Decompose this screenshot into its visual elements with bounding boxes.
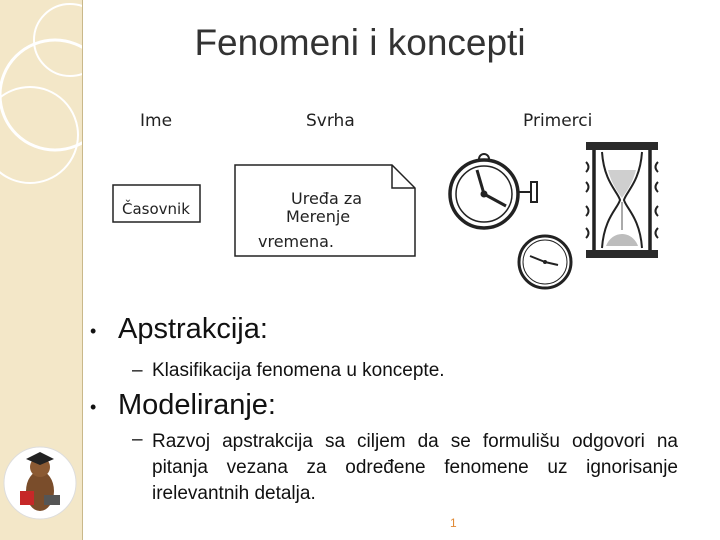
sub-bullet-abstraction-text: Klasifikacija fenomena u koncepte. (152, 360, 445, 381)
purpose-line-2: Merenje (286, 207, 351, 226)
bullet-modeling-colon: : (267, 389, 276, 421)
column-header-instances: Primerci (523, 111, 593, 131)
bullet-modeling-label: Modeliranje (118, 389, 268, 421)
page-number: 1 (450, 516, 457, 530)
column-header-purpose: Svrha (306, 111, 355, 131)
hourglass-icon (582, 140, 664, 260)
purpose-line-3: vremena. (258, 232, 334, 251)
bullet-abstraction-label: Apstrakcija (118, 313, 260, 345)
mascot-graduate-icon (0, 425, 82, 535)
decorative-side-band (0, 0, 83, 540)
purpose-line-1: Uređa za (291, 189, 363, 208)
pocket-watch-icon (440, 150, 540, 234)
name-box-label: Časovnik (122, 200, 190, 218)
dash-icon: – (132, 429, 143, 450)
dash-icon: – (132, 360, 143, 381)
bullet-modeling (90, 389, 276, 422)
column-header-name: Ime (140, 111, 173, 131)
bullet-abstraction-colon: : (259, 313, 268, 345)
sub-bullet-abstraction (132, 360, 445, 382)
stopwatch-icon (510, 232, 584, 292)
bullet-icon: • (90, 321, 97, 341)
bullet-icon: • (90, 397, 97, 417)
slide-title: Fenomeni i koncepti (194, 22, 526, 63)
bullet-abstraction (90, 313, 268, 346)
sub-bullet-modeling (132, 429, 678, 507)
sub-bullet-modeling-text: Razvoj apstrakcija sa ciljem da se formulišu odgovori na pitanja vezana za određene fenomene uz ignorisanje irelevantnih detalja. (152, 431, 678, 504)
